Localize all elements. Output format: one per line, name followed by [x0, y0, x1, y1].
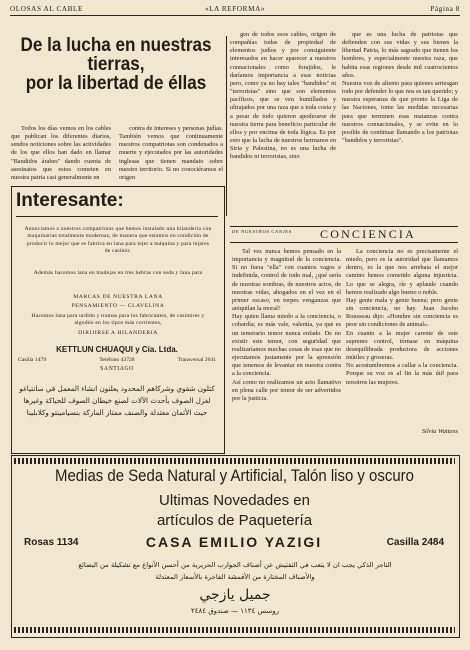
ad-yazigi-arabic-2: والأصناف المختارة من الأقمشة الفاخرة بالأسعار المعتدلة: [155, 573, 315, 581]
lead-article-col2: contra de intereses y personas judías. También vemos que continuamente nuestros compatriotas son condenados a muerte y ejecutados por las autoridades inglesas que tienen mandato sobre nuestro territorio. Si no conociéramos el origen: [119, 125, 223, 181]
ad-kettlun-arabic-2: لغزل الصوف بأحدث الآلات لصنع خيطان الصوف للحياكة وغيرها: [23, 396, 211, 405]
ad-yazigi-contact: [24, 534, 444, 552]
ad-kettlun-casilla: Casilla 1479: [18, 357, 47, 363]
ad-kettlun-company: KETTLUN CHUAQUI y Cía. Ltda.: [56, 345, 178, 354]
ad-yazigi-rosas: Rosas 1134: [24, 537, 79, 548]
ad-yazigi-arabic-1: التاجر الذكي يجب ان لا يتعب في التفتيش عن أصناف الجوارب الحريرية من أحسن الأنواع مع تشكيلة من البضائع: [78, 561, 392, 569]
conciencia-title: CONCIENCIA: [320, 227, 416, 241]
ad-kettlun-body: Anunciamos a nuestros compatriotas que hemos instalado una hilandería con maquinarias totalmente modernas, de manera que estamos en condición de producir lo mejor que se fabrica en lana para tejer a máquina y para tejares de casimir.: [24, 226, 212, 255]
ad-kettlun-city: SANTIAGO: [100, 366, 134, 372]
ad-yazigi-bottom-border: [14, 627, 455, 633]
ad-kettlun-line2: Además hacemos lana en madejas en tres hebras con seda y lana para: [33, 270, 203, 276]
ad-yazigi-line3: artículos de Paquetería: [156, 512, 313, 529]
header-left: OLOSAS AL CABLE: [10, 5, 84, 13]
conciencia-col1: Tal vez nunca hemos pensado en la importancia y magnitud de la conciencia. Si no fuera "ella" con cuantos vagos e indefinida, control de todo mal, ¿qué sería de nuestras sombras, de nuestros actos, de nuestras vidas, ahogados en el vez en el primer escaso, en torpes venganzas que aniquilan la moral? Hay quien llama miedo a la conciencia, o cobardía; es más vale, valentía, ya que es un temerario temor nunca enfado. De no existir este temor, con seguridad que realizaríamos muchas cosas de esas que no ejecutamos justamente por la aprensión que tenemos de levantar en nuestra contra a la conciencia. Así como no realizamos un acto llamativo en plena calle por temor de ser advertidos por la justicia.: [232, 248, 341, 402]
ad-kettlun-arabic-3: حيث الأثمان معتدلة والصنف ممتاز الماركة بنسيامينتو وكلابلينا: [26, 408, 208, 417]
lead-article-col1: Todos los días vemos en los cables que publican los diferentes diarios, sendos noticiones sobre las actividades de los que ellos han dado en llamar "Bandidos árabes" dando cuenta de asesinatos que estos cometen en nuestra patria casi generalmente en: [11, 125, 111, 181]
ad-kettlun-arabic-1: كتلون شقوي وشركاهم المحدود يعلنون انشاء المعمل في سانتياغو: [19, 384, 215, 393]
ad-yazigi-name: CASA EMILIO YAZIGI: [145, 534, 323, 550]
ad-yazigi-line1: Medias de Seda Natural y Artificial, Talón liso y oscuro: [55, 466, 414, 485]
ad-kettlun-brands-label: MARCAS DE NUESTRA LANA: [73, 294, 163, 300]
ad-kettlun-rule: [16, 216, 218, 217]
conciencia-title-rule: [230, 242, 458, 243]
conciencia-col2: La conciencia no es precisamente el miedo, pero es la autoridad que llamamos dentro, es la que nos arrebata el mejor camino hemos cometido alguna injusticia. Lo que se alegra, ríe y aplaude cuando hemos realizado algo bueno o noble. Hay gente mala y gente buena; pero gente sin conciencia, no hay. Juan Jacobo Rousseau dijo: «Hombre sin conciencia es peor sin condiciones de animal». En cuanto a la mujer carente de este supremo control, tórnase en máquina desequilibrada productora de acciones inútiles y groseras. No acostumbremos a callar a la conciencia. Porque su voz es al fin la más útil para nosotros las mujeres.: [346, 248, 458, 386]
ad-yazigi-arabic-name: جميل يازجي: [199, 587, 271, 603]
ad-kettlun-brands: PENSAMIENTO — CLAVELINA: [71, 303, 165, 309]
ad-yazigi-line2: Ultimas Novedades en: [159, 492, 310, 509]
header-rule: [10, 15, 460, 16]
lead-headline-line2: por la libertad de éllas: [25, 73, 207, 94]
header-page-number: Página 8: [430, 5, 460, 13]
ad-kettlun-line5: Hacemos lana para urdido y tramas para los fabricantes, de casimires y algodón en los tipos más corrientes,: [31, 313, 205, 327]
ad-yazigi-top-border: [14, 458, 455, 464]
column-divider: [226, 36, 227, 216]
conciencia-kicker: DE NUESTROS CANJES: [232, 229, 292, 234]
ad-yazigi-arabic-address: روسس ١١٣٤ — صندوق ٢٤٨٤: [190, 607, 280, 615]
lead-headline-line1: De la lucha en nuestras tierras,: [20, 35, 212, 75]
lead-article-col3: gen de todos esos cables, origen de compañías todas de propiedad de elementos judíos y por consiguiente interesados en hacer aparecer a nuestros connacionales como forajidos, le daríamos importancia a esas noticias pero, como ya no hay tales "bandidos" ni "terroristas" sino que son elementos pacíficos, que se ven humillados y ultrajados por una raza que a toda costa y a pesar de todo quieren apoderarse de nuestra tierra para beneficio particular de ellos y por encima de toda lógica. Es por esto que la lucha de nuestros hermanos en Siria y Palestina, no es una lucha de bandidos ni terroristas, sino: [230, 31, 336, 161]
lead-headline: [19, 36, 213, 93]
ad-kettlun-telefono: Teléfono 43728: [99, 357, 135, 363]
ad-kettlun-calle: Transversal 2641: [177, 357, 216, 363]
lead-article-col4: que es una lucha de patriotas que defienden con sus vidas y sus bienes la libertad Patria, lo más sagrado que tienen los hombres, y especialmente nuestra raza, que habita esas regiones desde mil cuatrocientos años. Nuestra voz de aliento para quienes arriesgan todo por defender lo que nos es tan querido; y nuestra esperanza de que pronto la Liga de las Naciones, tome las medidas necesarias para que terminen esas matanzas contra nuestros connacionales, y se evite en lo posible de continuar llamando a los patriotas "bandidos y terroristas".: [342, 31, 458, 145]
ad-kettlun-title: Interesante:: [16, 190, 124, 211]
ad-yazigi-casilla: Casilla 2484: [386, 537, 444, 548]
conciencia-author: Silvia Wattens: [421, 428, 458, 435]
header-center: «LA REFORMA»: [204, 5, 266, 13]
ad-kettlun-direction: DIRIJIRSE A HILANDERIA: [78, 330, 158, 336]
